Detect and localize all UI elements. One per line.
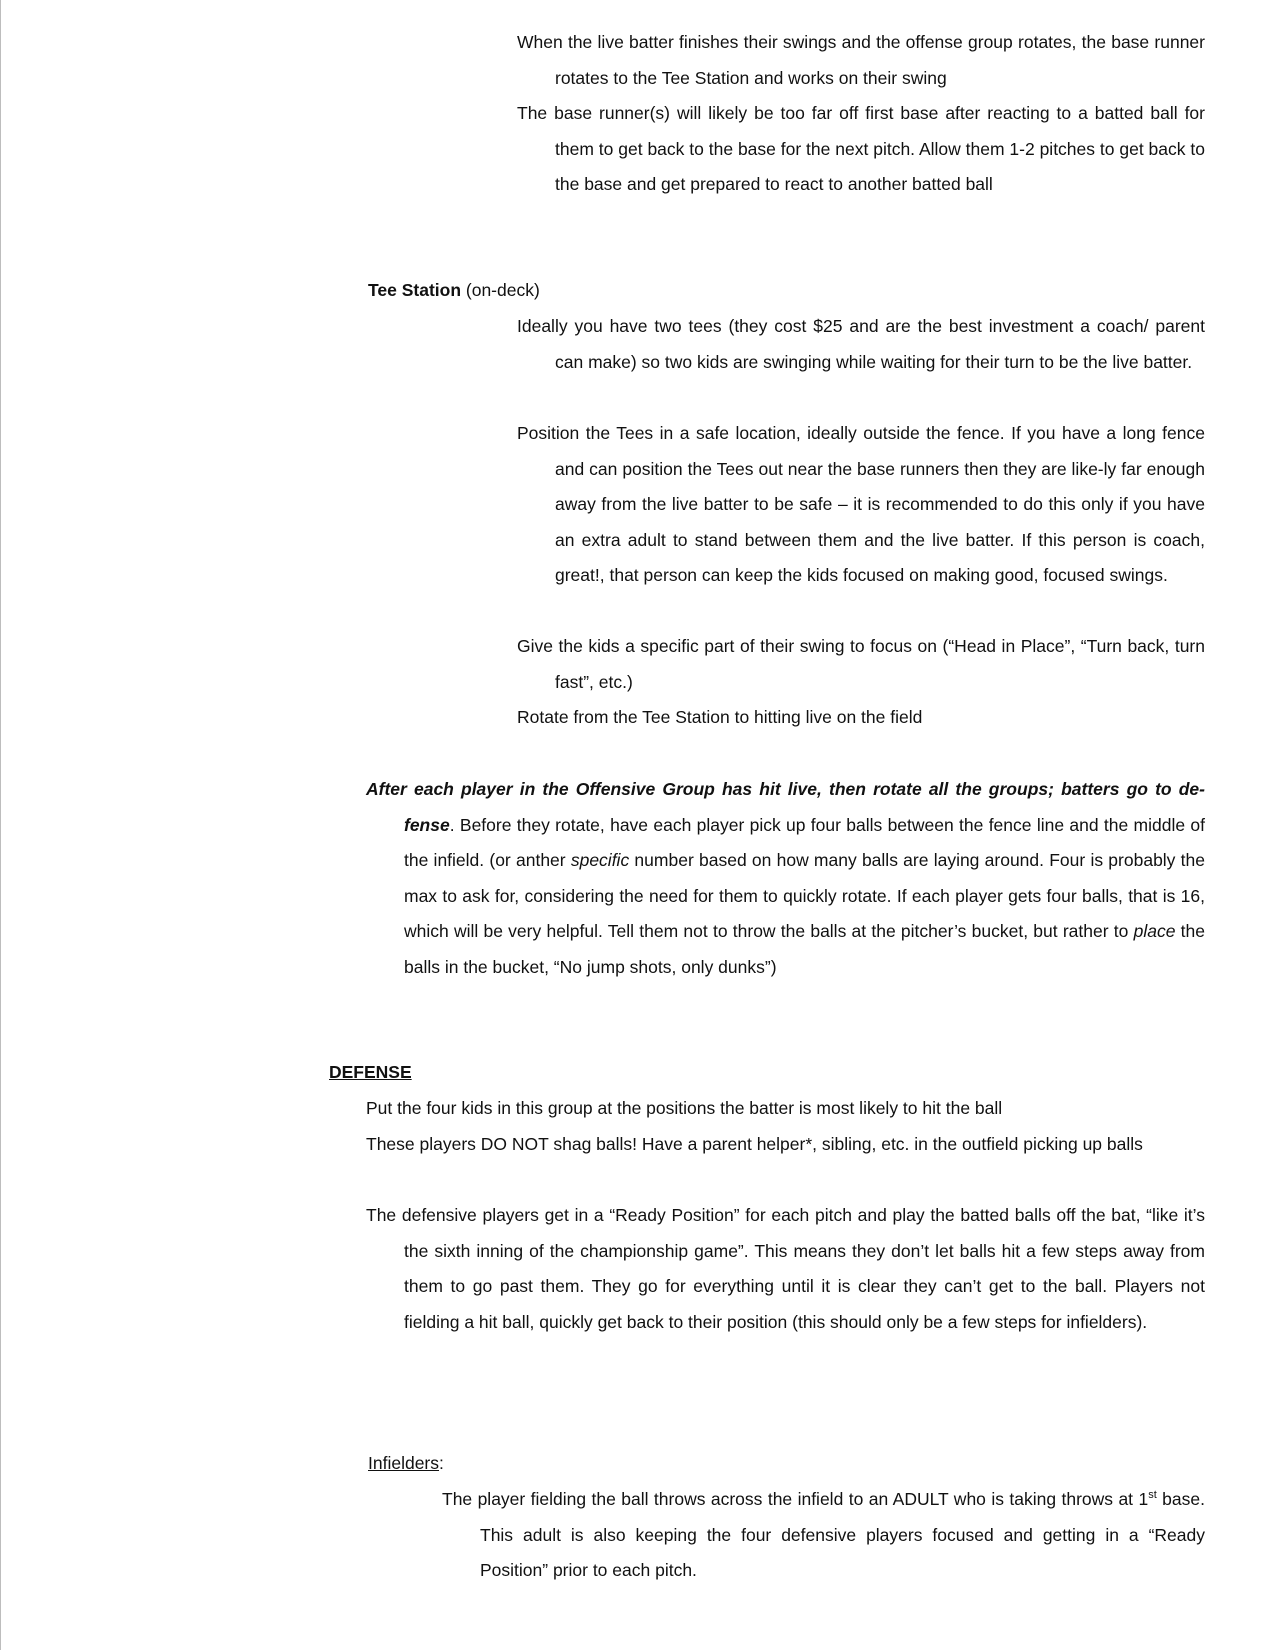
rotation-note-lead: After each player in the Offensive Group has hit live, then rotate all the groups; batters go to de-fense <box>366 779 1205 835</box>
defense-heading: DEFENSE <box>329 1062 412 1082</box>
infielders-title: Infielders <box>368 1453 440 1473</box>
tee-station-title: Tee Station <box>368 280 462 300</box>
infielders-item <box>442 1482 1205 1589</box>
defense-item-3: The defensive players get in a “Ready Position” for each pitch and play the batted balls off the bat, “like it’s the sixth inning of the championship game”. This means they don’t let balls hit a few steps away from them to go past them. They go for everything until it is clear they can’t get to the ball. Players not fielding a hit ball, quickly get back to their position (this should only be a few steps for infielders). <box>366 1205 1205 1332</box>
rotation-note-emph1: specific <box>570 850 630 870</box>
rotation-note <box>366 772 1205 985</box>
infielders-part1: The player fielding the ball throws across the infield to an ADULT who is taking throws at 1 <box>442 1489 1149 1509</box>
tee-station-heading <box>368 273 540 309</box>
rotation-note-part1: . Before they rotate, have each player pick up four balls between the fence line and the middle of the infield. (or anther <box>404 814 1205 870</box>
rotation-note-emph2: place <box>1133 921 1176 941</box>
tee-item-2: Position the Tees in a safe location, ideally outside the fence. If you have a long fence and can position the Tees out near the base runners then they are like-ly far enough away from the live batter to be safe – it is recommended to do this only if you have an extra adult to stand between them and the live batter. If this person is coach, great!, that person can keep the kids focused on making good, focused swings. <box>517 423 1205 585</box>
infielders-part2: base. This adult is also keeping the four defensive players focused and getting in a “Ready Position” prior to each pitch. <box>480 1489 1205 1580</box>
infielders-suffix: : <box>439 1453 444 1473</box>
infielders-heading <box>368 1446 444 1482</box>
tee-station-suffix: (on-deck) <box>461 280 540 300</box>
defense-item-2: These players DO NOT shag balls! Have a parent helper*, sibling, etc. in the outfield picking up balls <box>366 1134 1143 1154</box>
rotation-note-part2: number based on how many balls are laying around. Four is probably the max to ask for, considering the need for them to quickly rotate. If each player gets four balls, that is 16, which will be very helpful. Tell them not to throw the balls at the pitcher’s bucket, but rather to <box>404 850 1205 941</box>
rotation-note-part3: the balls in the bucket, “No jump shots, only dunks”) <box>404 921 1205 977</box>
infielders-ordinal: st <box>1148 1489 1157 1502</box>
tee-item-3: Give the kids a specific part of their swing to focus on (“Head in Place”, “Turn back, turn fast”, etc.) <box>517 636 1205 692</box>
defense-item-1: Put the four kids in this group at the positions the batter is most likely to hit the ball <box>366 1098 1003 1118</box>
page-edge <box>0 0 1 1650</box>
tee-item-1: Ideally you have two tees (they cost $25 and are the best investment a coach/ parent can make) so two kids are swinging while waiting for their turn to be the live batter. <box>517 316 1205 372</box>
base-runner-item-2: The base runner(s) will likely be too far off first base after reacting to a batted ball for them to get back to the base for the next pitch. Allow them 1-2 pitches to get back to the base and get prepared to react to another batted ball <box>517 103 1205 194</box>
base-runner-item-1: When the live batter finishes their swings and the offense group rotates, the base runner rotates to the Tee Station and works on their swing <box>517 32 1205 88</box>
tee-item-4: Rotate from the Tee Station to hitting live on the field <box>517 707 923 727</box>
